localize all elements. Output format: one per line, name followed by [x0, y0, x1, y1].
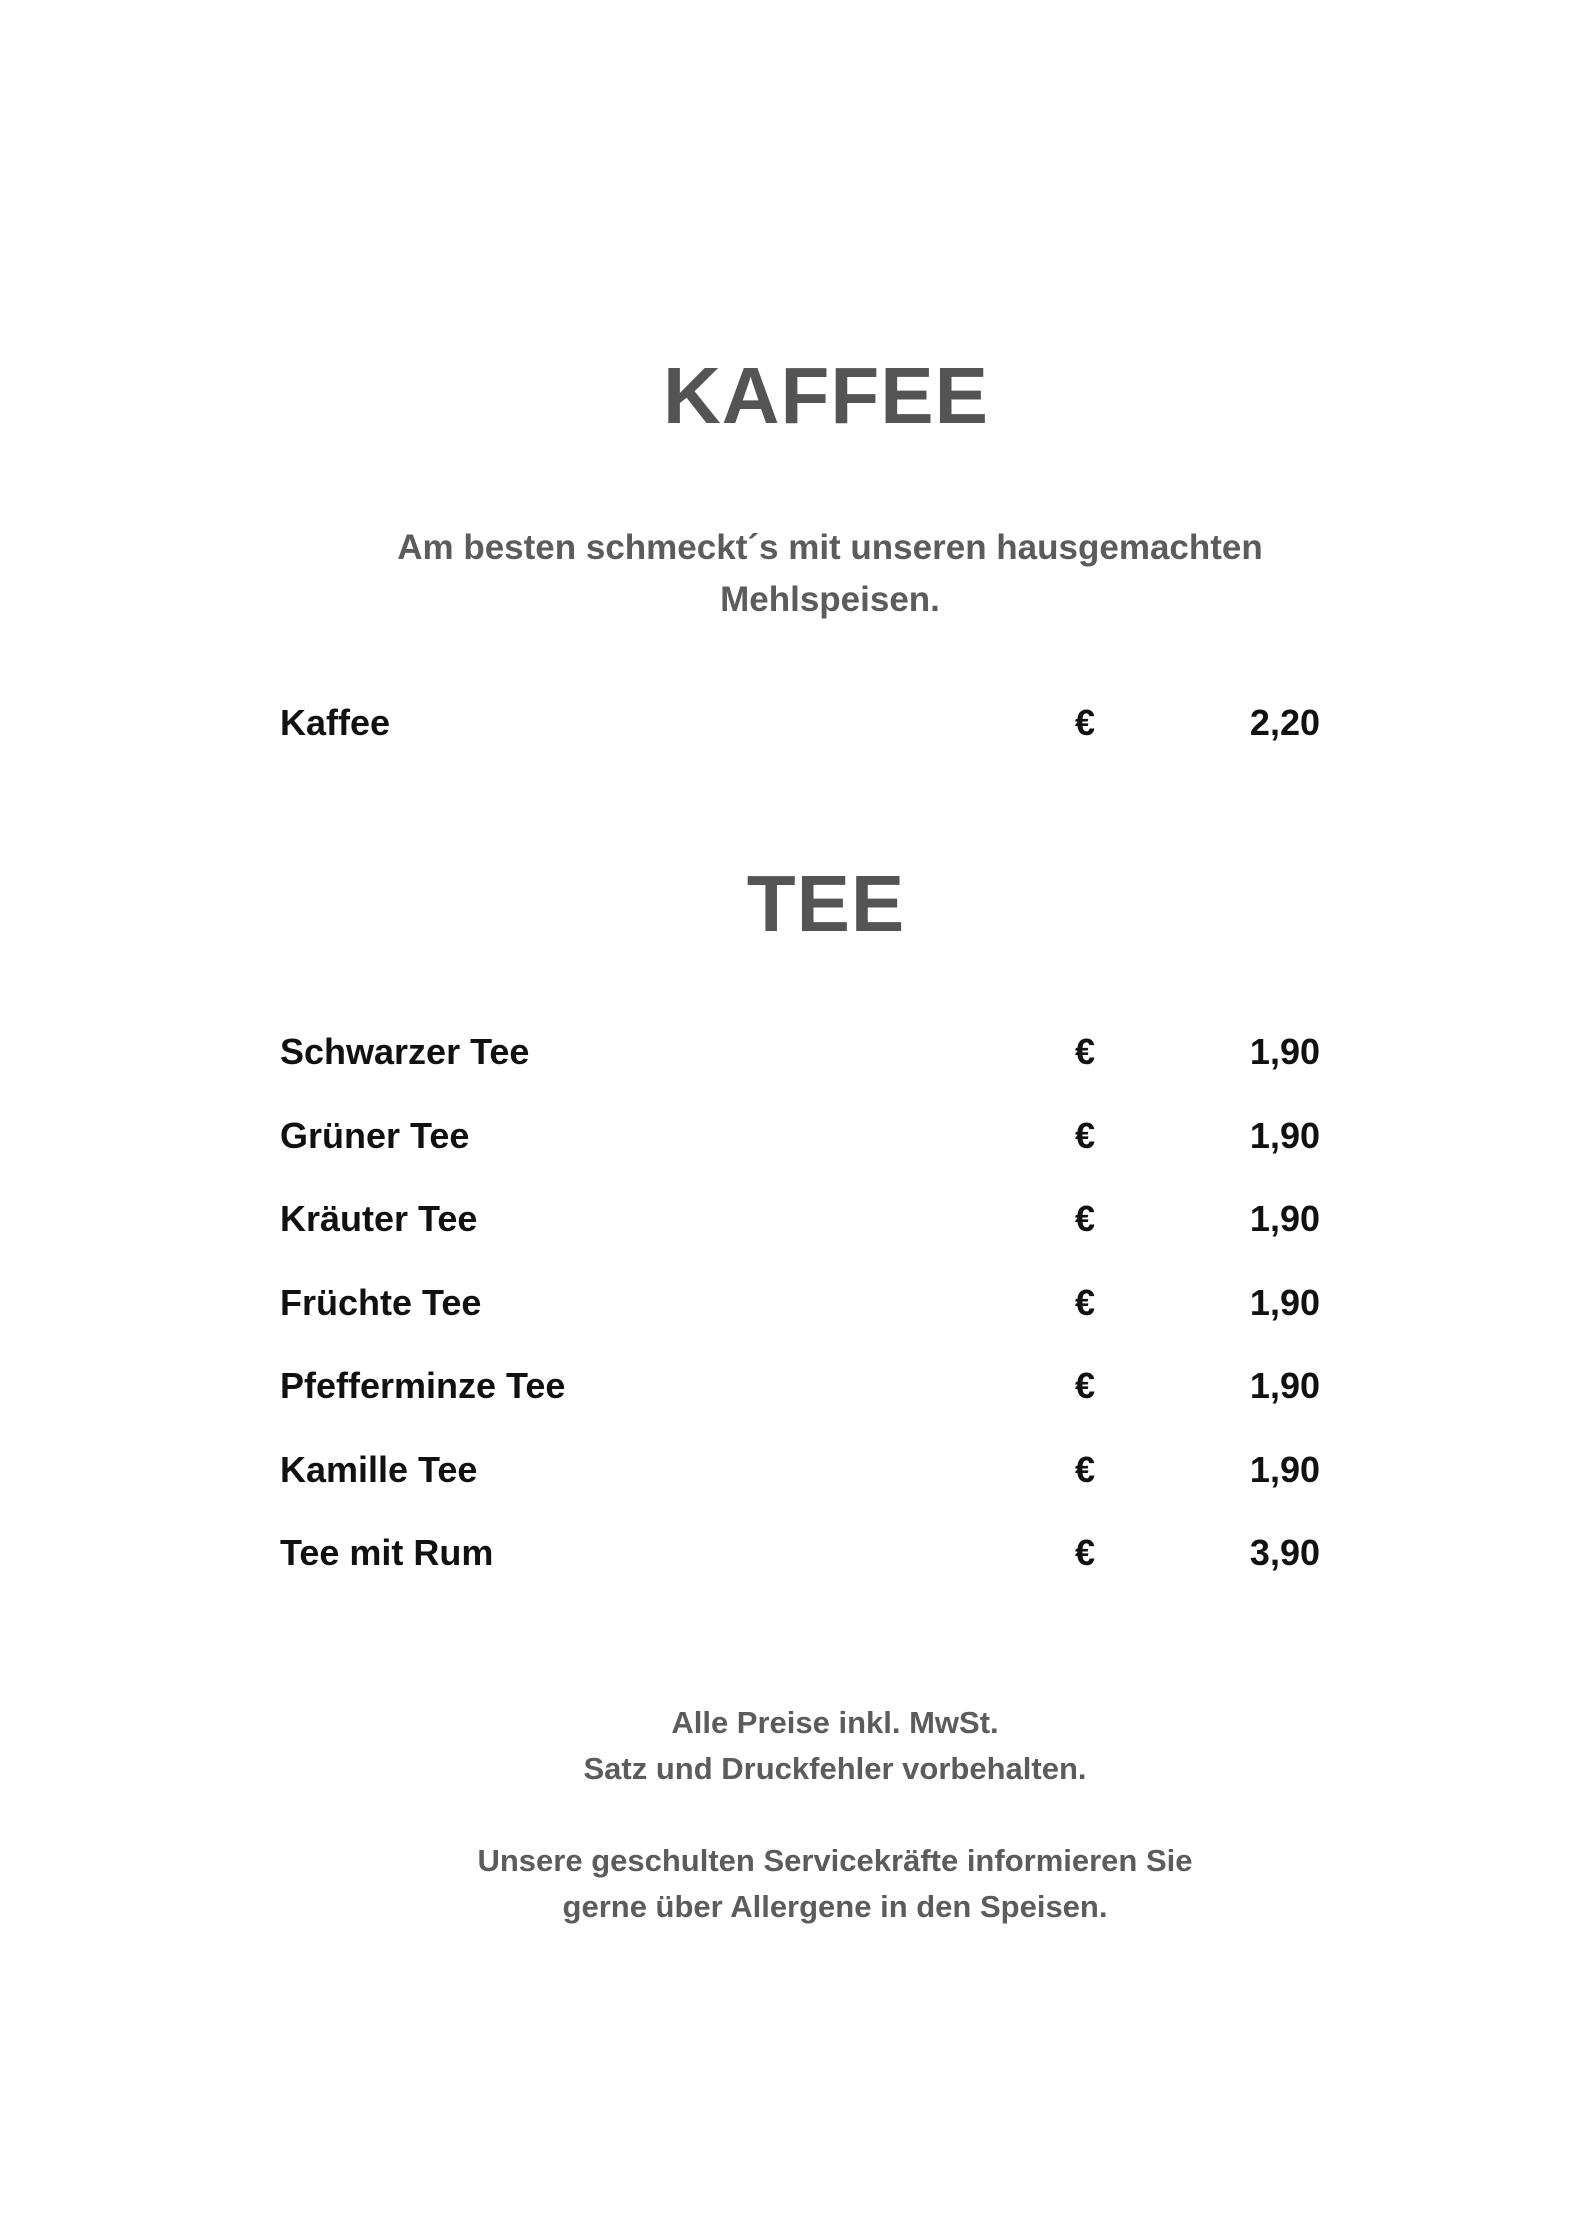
item-currency: €	[1075, 1449, 1096, 1490]
menu-item-fruechte-tee	[280, 1282, 1320, 1342]
price-notice	[335, 1700, 1335, 1792]
item-currency: €	[1075, 1198, 1096, 1239]
item-currency: €	[1075, 1532, 1096, 1573]
item-price: 1,90	[1249, 1449, 1320, 1490]
item-name: Kaffee	[280, 702, 391, 743]
tee-heading: TEE	[746, 859, 906, 948]
allergen-notice-line-2: gerne über Allergene in den Speisen.	[562, 1889, 1108, 1924]
price-notice-line-2: Satz und Druckfehler vorbehalten.	[583, 1751, 1087, 1786]
item-name: Grüner Tee	[280, 1115, 470, 1156]
menu-item-kraeuter-tee	[280, 1198, 1320, 1258]
item-name: Früchte Tee	[280, 1282, 482, 1323]
kaffee-subtitle	[330, 522, 1330, 626]
menu-item-pfefferminze-tee	[280, 1365, 1320, 1425]
item-currency: €	[1075, 1282, 1096, 1323]
item-currency: €	[1075, 1031, 1096, 1072]
menu-item-kaffee	[280, 702, 1320, 762]
allergen-notice-line-1: Unsere geschulten Servicekräfte informieren Sie	[477, 1843, 1193, 1878]
kaffee-heading: KAFFEE	[663, 351, 989, 440]
item-name: Pfefferminze Tee	[280, 1365, 566, 1406]
menu-item-gruener-tee	[280, 1115, 1320, 1175]
item-name: Tee mit Rum	[280, 1532, 494, 1573]
item-price: 2,20	[1249, 702, 1320, 743]
menu-item-tee-mit-rum	[280, 1532, 1320, 1592]
item-price: 1,90	[1249, 1282, 1320, 1323]
item-price: 1,90	[1249, 1115, 1320, 1156]
allergen-notice	[335, 1838, 1335, 1930]
item-price: 1,90	[1249, 1031, 1320, 1072]
menu-item-schwarzer-tee	[280, 1031, 1320, 1091]
kaffee-subtitle-line-1: Am besten schmeckt´s mit unseren hausgemachten	[397, 528, 1263, 567]
item-price: 3,90	[1249, 1532, 1320, 1573]
item-price: 1,90	[1249, 1198, 1320, 1239]
price-notice-line-1: Alle Preise inkl. MwSt.	[671, 1705, 999, 1740]
menu-item-kamille-tee	[280, 1449, 1320, 1509]
item-price: 1,90	[1249, 1365, 1320, 1406]
item-name: Kräuter Tee	[280, 1198, 478, 1239]
item-currency: €	[1075, 1365, 1096, 1406]
item-name: Schwarzer Tee	[280, 1031, 530, 1072]
kaffee-subtitle-line-2: Mehlspeisen.	[720, 580, 940, 619]
item-name: Kamille Tee	[280, 1449, 478, 1490]
item-currency: €	[1075, 1115, 1096, 1156]
item-currency: €	[1075, 702, 1096, 743]
